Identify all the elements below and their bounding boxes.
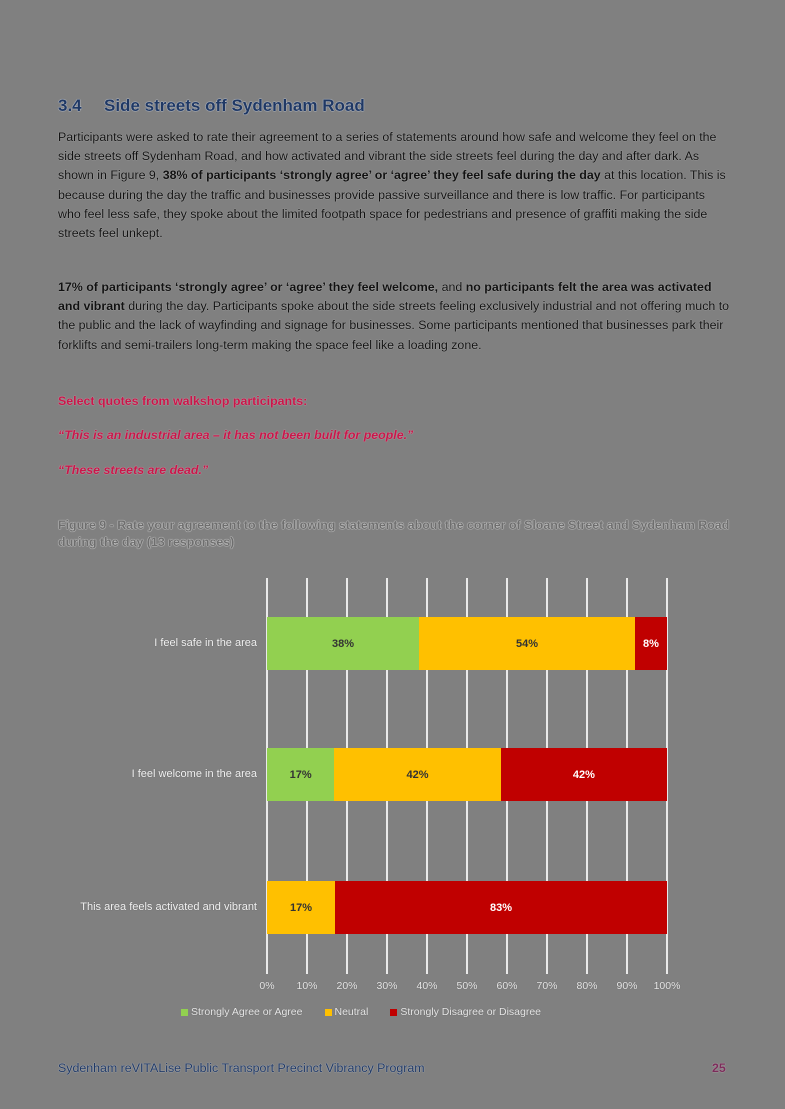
quote-item: “These streets are dead.” — [58, 463, 209, 477]
x-tick-label: 10% — [296, 980, 318, 992]
bar-segment-agree — [267, 748, 334, 801]
paragraph-bold-text: 38% of participants ‘strongly agree’ or ‘agree’ they feel safe during the day — [162, 168, 601, 183]
category-label: I feel welcome in the area — [131, 768, 257, 780]
data-label: 42% — [406, 768, 429, 781]
category-label: This area feels activated and vibrant — [80, 901, 257, 913]
x-tick-label: 30% — [376, 980, 398, 992]
data-label: 8% — [643, 637, 659, 650]
bar-segment-agree — [267, 617, 419, 670]
x-tick-label: 40% — [416, 980, 438, 992]
paragraph-text: during the day. Participants spoke about the side streets feeling exclusively industrial and not offering much to the public and the lack of wayfinding and signage for businesses. Some participants mentioned that businesses park their forklifts and semi-trailers long-term making the space feel like a loading zone. — [58, 299, 730, 352]
page-number: 25 — [712, 1061, 726, 1075]
bar-row-safe — [267, 617, 667, 670]
legend-swatch-icon — [390, 1009, 397, 1016]
data-label: 17% — [289, 901, 313, 914]
paragraph-bold-text: no participants felt the area was activated and vibrant — [58, 280, 712, 314]
legend-item-neutral — [325, 1006, 369, 1018]
bar-segment-neutral — [334, 748, 500, 801]
legend-item-agree — [181, 1006, 303, 1018]
quote-item: “This is an industrial area – it has not been built for people.” — [58, 428, 414, 442]
figure-title: Figure 9 - Rate your agreement to the following statements about the corner of Sloane Street and Sydenham Road during the day (13 responses) — [58, 518, 730, 549]
x-tick-label: 0% — [259, 980, 275, 992]
bar-segment-neutral — [419, 617, 635, 670]
category-label: I feel safe in the area — [154, 637, 257, 649]
x-tick-label: 50% — [456, 980, 478, 992]
x-tick-label: 100% — [653, 980, 681, 992]
data-label: 54% — [515, 637, 539, 650]
bar-segment-disagree — [335, 881, 667, 934]
legend-swatch-icon — [325, 1009, 332, 1016]
bar-row-activated — [267, 881, 667, 934]
bar-row-welcome — [267, 748, 667, 801]
bar-segment-neutral — [267, 881, 335, 934]
legend-label: Neutral — [334, 1006, 369, 1018]
x-tick-label: 60% — [496, 980, 518, 992]
data-label: 38% — [331, 637, 355, 650]
section-title: Side streets off Sydenham Road — [104, 96, 365, 115]
data-label: 42% — [572, 768, 595, 781]
paragraph-text: Participants were asked to rate their agreement to a series of statements around how safe and welcome they feel on the side streets off Sydenham Road, and how activated and vibrant the side streets feel during the day and after dark. As shown in Figure 9, — [58, 130, 717, 183]
paragraph-text: at this location. This is because during the day the traffic and businesses provide passive surveillance and there is low traffic. For participants who feel less safe, they spoke about the limited footpath space for pedestrians and presence of graffiti making the side streets feel unkept. — [58, 168, 726, 241]
paragraph-bold-text: 17% of participants ‘strongly agree’ or ‘agree’ they feel welcome, — [58, 280, 439, 294]
chart-legend — [181, 1006, 541, 1018]
x-tick-label: 70% — [536, 980, 558, 992]
legend-label: Strongly Agree or Agree — [191, 1006, 303, 1018]
x-tick-label: 90% — [616, 980, 638, 992]
legend-item-disagree — [390, 1006, 541, 1018]
legend-swatch-icon — [181, 1009, 188, 1016]
legend-label: Strongly Disagree or Disagree — [400, 1006, 542, 1018]
x-tick-label: 80% — [576, 980, 598, 992]
section-number: 3.4 — [58, 96, 82, 115]
x-tick-label: 20% — [336, 980, 358, 992]
footer-title: Sydenham reVITALise Public Transport Precinct Vibrancy Program — [58, 1061, 425, 1075]
bar-segment-disagree — [635, 617, 667, 670]
paragraph-text: and — [438, 280, 466, 294]
data-label: 83% — [489, 901, 513, 914]
bar-segment-disagree — [501, 748, 667, 801]
quotes-heading: Select quotes from walkshop participants: — [58, 394, 308, 408]
data-label: 17% — [289, 768, 312, 781]
